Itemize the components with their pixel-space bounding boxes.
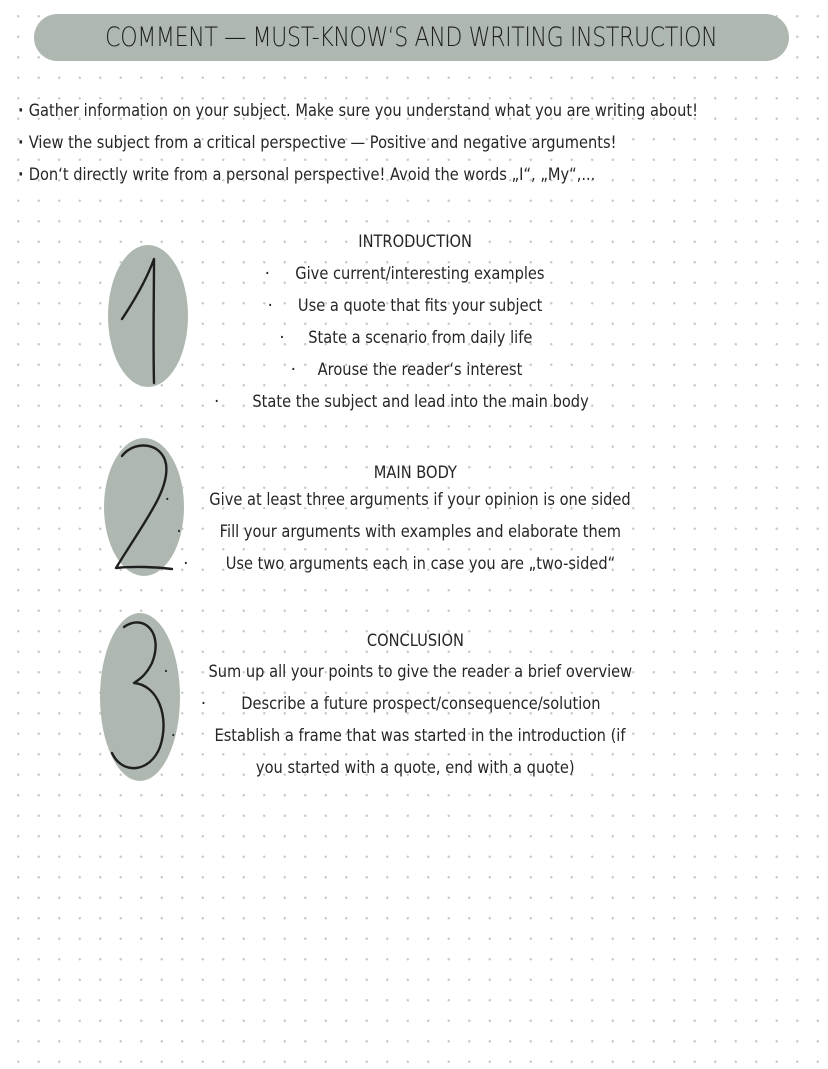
tip-item: · Gather information on your subject. Make sure you understand what you are writing about! [18, 95, 697, 127]
list-item: · Give at least three arguments if your opinion is one sided [164, 490, 632, 510]
section-heading: CONCLUSION [366, 631, 464, 651]
list-item: · Use two arguments each in case you are „two-sided“ [183, 554, 616, 574]
section-introduction [0, 225, 828, 425]
tips-list [18, 95, 808, 191]
list-item: · Sum up all your points to give the reader a brief overview [163, 662, 633, 682]
list-item: · Arouse the reader‘s interest [290, 360, 523, 380]
section-points [140, 258, 690, 418]
list-item: you started with a quote, end with a quote) [255, 758, 575, 778]
section-conclusion [0, 625, 828, 795]
list-item: · Fill your arguments with examples and elaborate them [176, 522, 622, 542]
section-points [140, 656, 690, 784]
list-item: · Establish a frame that was started in the introduction (if [170, 726, 626, 746]
list-item: · Give current/interesting examples [264, 264, 546, 284]
list-item: · State the subject and lead into the main body [214, 392, 589, 412]
title-banner [34, 14, 789, 61]
list-item: · Use a quote that fits your subject [267, 296, 543, 316]
list-item: · State a scenario from daily life [279, 328, 533, 348]
section-heading: MAIN BODY [373, 463, 457, 483]
section-heading: INTRODUCTION [358, 232, 472, 252]
tip-item: · View the subject from a critical perspective — Positive and negative arguments! [18, 127, 697, 159]
list-item: · Describe a future prospect/consequence/solution [200, 694, 601, 714]
tip-item: · Don‘t directly write from a personal perspective! Avoid the words „I“, „My“,... [18, 159, 697, 191]
section-points [140, 484, 690, 580]
section-main-body [0, 455, 828, 605]
page-title: COMMENT — MUST-KNOW‘S AND WRITING INSTRUCTION [105, 22, 718, 53]
